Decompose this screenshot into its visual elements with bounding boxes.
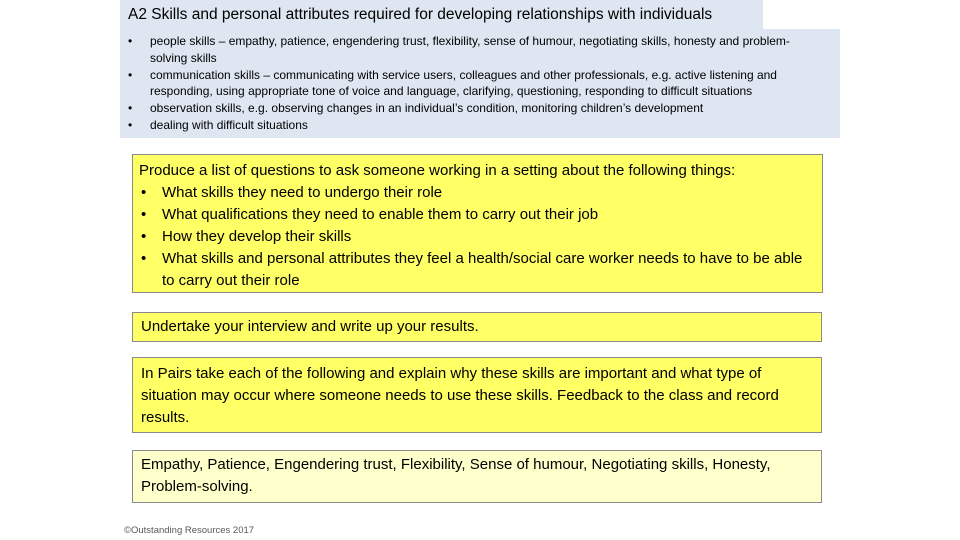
skills-item-text: dealing with difficult situations	[150, 117, 308, 132]
slide-title: A2 Skills and personal attributes required for developing relationships with individuals	[120, 0, 763, 29]
copyright-footer: ©Outstanding Resources 2017	[124, 525, 255, 536]
bullet-icon: •	[141, 184, 147, 201]
bullet-icon: •	[128, 101, 133, 116]
skills-keywords-text: Empathy, Patience, Engendering trust, Flexibility, Sense of humour, Negotiating skills, Honesty, Problem-solving.	[141, 456, 771, 495]
skills-item-text: people skills – empathy, patience, engendering trust, flexibility, sense of humour, negotiating skills, honesty and problem-solving skills	[150, 34, 790, 65]
task-questions-item-text: How they develop their skills	[162, 228, 352, 245]
skills-list	[120, 29, 840, 134]
task-interview-box	[132, 312, 822, 342]
skills-list-item	[120, 67, 840, 101]
task-questions-item-text: What skills and personal attributes they feel a health/social care worker needs to have to be able to carry out their role	[162, 250, 803, 289]
skills-list-item	[120, 117, 840, 134]
task-questions-item	[139, 226, 814, 248]
task-interview-text: Undertake your interview and write up your results.	[141, 318, 479, 335]
task-questions-item-text: What skills they need to undergo their role	[162, 184, 443, 201]
bullet-icon: •	[128, 34, 133, 48]
bullet-icon: •	[128, 67, 133, 82]
task-pairs-text: In Pairs take each of the following and explain why these skills are important and what type of situation may occur where someone needs to use these skills. Feedback to the class and record results.	[141, 365, 779, 426]
skills-item-text: observation skills, e.g. observing changes in an individual’s condition, monitoring children’s development	[150, 101, 704, 116]
skills-item-text: communication skills – communicating with service users, colleagues and other professionals, e.g. active listening and responding, using appropriate tone of voice and language, clarifying, questioning, responding to difficult situations	[150, 67, 777, 99]
skills-keywords-box	[132, 450, 822, 503]
bullet-icon: •	[128, 117, 133, 132]
skills-list-item	[120, 100, 840, 117]
skills-summary-panel	[120, 29, 840, 138]
task-questions-list	[139, 182, 814, 292]
task-pairs-box	[132, 357, 822, 433]
task-questions-box	[132, 154, 823, 293]
task-questions-item	[139, 182, 814, 204]
bullet-icon: •	[141, 228, 147, 245]
bullet-icon: •	[141, 206, 147, 223]
skills-list-item	[120, 33, 840, 67]
bullet-icon: •	[141, 250, 147, 267]
task-questions-item	[139, 248, 814, 292]
task-questions-intro: Produce a list of questions to ask someone working in a setting about the following things:	[139, 162, 736, 179]
task-questions-item-text: What qualifications they need to enable them to carry out their job	[162, 206, 599, 223]
task-questions-item	[139, 204, 814, 226]
